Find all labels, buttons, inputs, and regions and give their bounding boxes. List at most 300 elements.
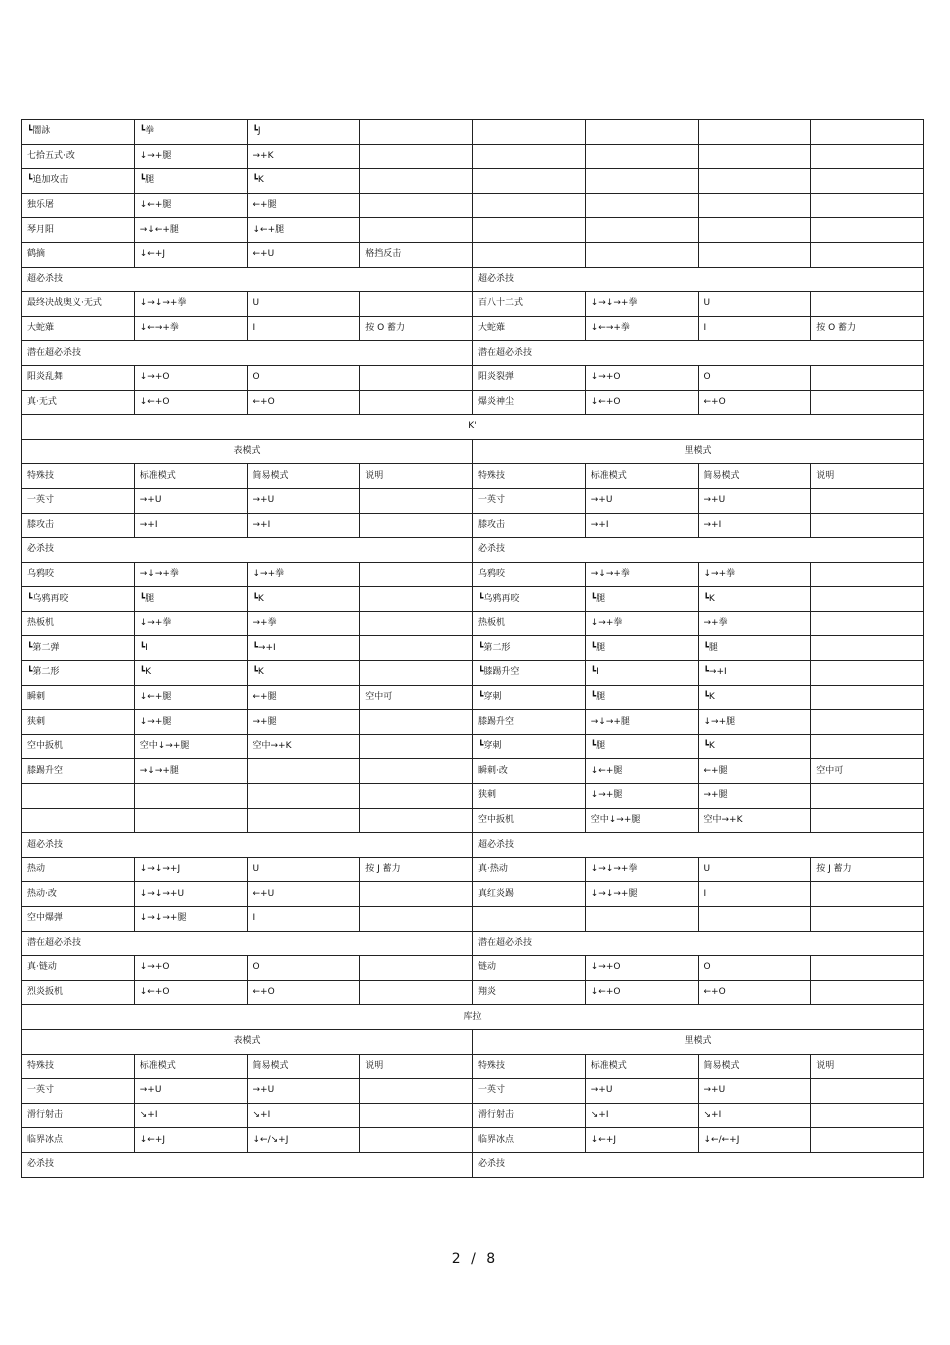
table-cell: 爆炎神尘 <box>473 390 586 415</box>
table-cell: ┗腿 <box>585 636 698 661</box>
table-cell: ↓→↓→+腿 <box>585 882 698 907</box>
table-cell <box>360 661 473 686</box>
table-cell: 特殊技 <box>22 1054 135 1079</box>
table-cell: 空中爆弹 <box>22 907 135 932</box>
table-cell: 一英寸 <box>473 488 586 513</box>
table-cell <box>473 907 586 932</box>
table-row <box>22 931 924 956</box>
table-cell: 必杀技 <box>473 1152 924 1177</box>
table-cell: 大蛇薙 <box>22 316 135 341</box>
table-cell <box>811 513 924 538</box>
table-cell <box>360 784 473 809</box>
table-cell <box>360 759 473 784</box>
table-cell <box>811 1128 924 1153</box>
table-row <box>22 1079 924 1104</box>
table-cell <box>811 390 924 415</box>
table-cell: ┗第二形 <box>473 636 586 661</box>
page-number: 2 / 8 <box>451 1251 499 1267</box>
table-row <box>22 193 924 218</box>
table-cell: 大蛇薙 <box>473 316 586 341</box>
table-cell <box>811 956 924 981</box>
table-cell: ↓→+拳 <box>247 562 360 587</box>
table-cell: 格挡反击 <box>360 242 473 267</box>
table-cell: →+拳 <box>698 611 811 636</box>
table-row <box>22 833 924 858</box>
table-cell: 里模式 <box>473 1029 924 1054</box>
table-cell <box>811 292 924 317</box>
table-cell: 真红炎踢 <box>473 882 586 907</box>
table-cell <box>811 611 924 636</box>
table-cell: 空中扳机 <box>473 808 586 833</box>
table-cell <box>811 907 924 932</box>
table-cell: ←+O <box>247 390 360 415</box>
table-cell: 鹤摘 <box>22 242 135 267</box>
table-cell <box>360 882 473 907</box>
table-cell: 里模式 <box>473 439 924 464</box>
table-cell <box>473 120 586 145</box>
table-cell: 特殊技 <box>473 464 586 489</box>
table-cell: ┗腿 <box>698 636 811 661</box>
table-cell: O <box>698 956 811 981</box>
table-cell: 热板机 <box>22 611 135 636</box>
table-row <box>22 784 924 809</box>
table-cell <box>811 808 924 833</box>
table-cell: ↓←+腿 <box>134 193 247 218</box>
table-cell: ↓←→+拳 <box>134 316 247 341</box>
table-cell <box>811 120 924 145</box>
table-cell: →↓→+腿 <box>585 710 698 735</box>
table-cell <box>811 685 924 710</box>
table-cell: ↓←+腿 <box>585 759 698 784</box>
table-cell: 说明 <box>811 1054 924 1079</box>
table-cell: 潜在超必杀技 <box>22 341 473 366</box>
table-cell: 一英寸 <box>22 1079 135 1104</box>
table-row <box>22 488 924 513</box>
table-cell: ←+U <box>247 882 360 907</box>
table-cell: 临界冰点 <box>473 1128 586 1153</box>
table-cell: ↘+I <box>585 1103 698 1128</box>
table-cell: 特殊技 <box>22 464 135 489</box>
table-row <box>22 415 924 440</box>
table-cell: ┗穿刺 <box>473 734 586 759</box>
table-cell <box>360 193 473 218</box>
table-cell: ↓→↓→+腿 <box>134 907 247 932</box>
table-cell: 真·热动 <box>473 857 586 882</box>
table-row <box>22 857 924 882</box>
table-cell: 膝踢升空 <box>22 759 135 784</box>
table-cell: ↓→↓→+拳 <box>134 292 247 317</box>
table-cell: 独乐屠 <box>22 193 135 218</box>
table-cell: ┗闇詠 <box>22 120 135 145</box>
table-cell: ←+O <box>698 390 811 415</box>
table-row <box>22 685 924 710</box>
table-cell: →↓→+拳 <box>585 562 698 587</box>
table-cell <box>811 242 924 267</box>
table-cell <box>360 734 473 759</box>
table-cell: 标准模式 <box>585 1054 698 1079</box>
table-cell: →↓←+腿 <box>134 218 247 243</box>
table-cell: →+K <box>247 144 360 169</box>
table-cell <box>811 734 924 759</box>
table-row <box>22 120 924 145</box>
table-cell: →↓→+拳 <box>134 562 247 587</box>
table-cell: U <box>698 857 811 882</box>
table-row <box>22 464 924 489</box>
table-row <box>22 316 924 341</box>
table-cell: ┗腿 <box>585 587 698 612</box>
table-row <box>22 636 924 661</box>
table-row <box>22 513 924 538</box>
table-row <box>22 710 924 735</box>
table-cell: 瞬刺 <box>22 685 135 710</box>
table-row <box>22 562 924 587</box>
table-cell <box>360 907 473 932</box>
table-cell: 最终决战奥义·无式 <box>22 292 135 317</box>
table-cell <box>811 488 924 513</box>
table-cell: ↓→↓→+U <box>134 882 247 907</box>
table-cell: ↓←+O <box>585 390 698 415</box>
table-cell: 超必杀技 <box>22 833 473 858</box>
table-cell <box>811 661 924 686</box>
table-cell: ┗→+I <box>247 636 360 661</box>
table-cell: ┗第二形 <box>22 661 135 686</box>
table-cell <box>811 218 924 243</box>
table-cell: ┗腿 <box>134 169 247 194</box>
table-row <box>22 144 924 169</box>
table-cell: 一英寸 <box>473 1079 586 1104</box>
table-cell: 按 O 蓄力 <box>811 316 924 341</box>
table-cell: 潜在超必杀技 <box>473 931 924 956</box>
table-cell <box>473 242 586 267</box>
table-cell: I <box>247 316 360 341</box>
table-cell <box>22 784 135 809</box>
table-row <box>22 980 924 1005</box>
table-cell: I <box>698 316 811 341</box>
table-cell: 库拉 <box>22 1005 924 1030</box>
table-cell <box>473 169 586 194</box>
table-cell: ↘+I <box>134 1103 247 1128</box>
table-cell: 简易模式 <box>247 1054 360 1079</box>
table-cell: 膝攻击 <box>22 513 135 538</box>
table-cell: 滑行射击 <box>22 1103 135 1128</box>
table-cell: 一英寸 <box>22 488 135 513</box>
table-cell: 空中↓→+腿 <box>585 808 698 833</box>
table-cell <box>585 144 698 169</box>
table-cell <box>811 980 924 1005</box>
table-cell: 乌鸦咬 <box>473 562 586 587</box>
table-cell: ┗J <box>247 120 360 145</box>
table-cell: 空中→+K <box>247 734 360 759</box>
table-cell: I <box>247 907 360 932</box>
table-cell: ↓→+拳 <box>585 611 698 636</box>
table-cell <box>585 169 698 194</box>
table-cell: U <box>698 292 811 317</box>
table-row <box>22 882 924 907</box>
table-cell: ↓→+O <box>134 365 247 390</box>
table-cell <box>360 808 473 833</box>
table-cell: ↓→↓→+拳 <box>585 857 698 882</box>
table-cell <box>811 636 924 661</box>
table-cell: 表模式 <box>22 1029 473 1054</box>
table-cell: 真·无式 <box>22 390 135 415</box>
table-cell: ┗K <box>247 169 360 194</box>
table-row <box>22 218 924 243</box>
table-cell: 瞬刺·改 <box>473 759 586 784</box>
table-cell: 狭刺 <box>22 710 135 735</box>
table-cell: ┗K <box>698 734 811 759</box>
table-cell: 按 J 蓄力 <box>360 857 473 882</box>
table-cell: 七拾五式·改 <box>22 144 135 169</box>
table-cell: ↓←+腿 <box>247 218 360 243</box>
table-row <box>22 267 924 292</box>
table-cell: 翔炎 <box>473 980 586 1005</box>
table-cell <box>360 636 473 661</box>
table-cell: 膝攻击 <box>473 513 586 538</box>
table-cell <box>811 169 924 194</box>
table-cell <box>360 169 473 194</box>
table-cell <box>585 120 698 145</box>
table-cell: 必杀技 <box>22 1152 473 1177</box>
table-cell: →↓→+腿 <box>134 759 247 784</box>
table-row <box>22 1103 924 1128</box>
table-cell <box>811 587 924 612</box>
table-cell <box>585 907 698 932</box>
table-cell: ↓←+O <box>134 390 247 415</box>
table-row <box>22 734 924 759</box>
move-list-table <box>21 119 924 1178</box>
table-cell <box>360 710 473 735</box>
table-row <box>22 365 924 390</box>
table-cell <box>473 218 586 243</box>
table-cell <box>698 193 811 218</box>
table-cell: ↓←/←+J <box>698 1128 811 1153</box>
table-cell: ←+O <box>247 980 360 1005</box>
table-cell: →+U <box>247 1079 360 1104</box>
move-list-body <box>22 120 924 1178</box>
table-cell: 表模式 <box>22 439 473 464</box>
table-row <box>22 1152 924 1177</box>
table-cell: →+U <box>698 488 811 513</box>
table-cell <box>360 587 473 612</box>
table-cell: ┗第二弹 <box>22 636 135 661</box>
table-cell: I <box>698 882 811 907</box>
table-cell <box>698 120 811 145</box>
table-cell: 热板机 <box>473 611 586 636</box>
table-cell <box>360 1079 473 1104</box>
table-cell <box>698 169 811 194</box>
table-cell: ↓→+拳 <box>698 562 811 587</box>
table-cell: ┗腿 <box>585 685 698 710</box>
table-cell: →+I <box>698 513 811 538</box>
table-row <box>22 759 924 784</box>
table-cell: ┗K <box>247 587 360 612</box>
table-cell: 烈炎扳机 <box>22 980 135 1005</box>
table-cell: ┗I <box>585 661 698 686</box>
table-row <box>22 611 924 636</box>
table-cell: U <box>247 857 360 882</box>
table-cell: →+U <box>134 488 247 513</box>
table-cell <box>698 242 811 267</box>
table-cell <box>360 144 473 169</box>
table-cell: ↓←+腿 <box>134 685 247 710</box>
table-cell: ┗膝踢升空 <box>473 661 586 686</box>
table-cell: ┗腿 <box>134 587 247 612</box>
table-row <box>22 1005 924 1030</box>
table-cell: ↓←+O <box>134 980 247 1005</box>
table-cell: 琴月阳 <box>22 218 135 243</box>
table-cell <box>811 1103 924 1128</box>
table-row <box>22 661 924 686</box>
table-cell: 阳炎裂弹 <box>473 365 586 390</box>
table-cell <box>473 144 586 169</box>
table-cell: →+U <box>698 1079 811 1104</box>
table-cell <box>360 956 473 981</box>
table-cell: K' <box>22 415 924 440</box>
table-cell: 阳炎乱舞 <box>22 365 135 390</box>
table-cell <box>473 193 586 218</box>
table-cell <box>811 562 924 587</box>
table-cell: ↓→+腿 <box>585 784 698 809</box>
table-row <box>22 1029 924 1054</box>
table-cell: →+U <box>585 488 698 513</box>
table-cell <box>360 365 473 390</box>
table-cell: 简易模式 <box>698 1054 811 1079</box>
table-cell: 必杀技 <box>473 538 924 563</box>
table-cell: ↓→+腿 <box>698 710 811 735</box>
table-cell <box>247 759 360 784</box>
table-cell <box>811 1079 924 1104</box>
table-cell: O <box>698 365 811 390</box>
table-cell: 超必杀技 <box>473 833 924 858</box>
table-cell: ←+腿 <box>698 759 811 784</box>
table-cell: 超必杀技 <box>473 267 924 292</box>
table-cell: U <box>247 292 360 317</box>
table-cell: 真·链动 <box>22 956 135 981</box>
table-cell: 百八十二式 <box>473 292 586 317</box>
table-cell: ↘+I <box>698 1103 811 1128</box>
table-cell: ↓←+J <box>134 242 247 267</box>
table-cell: ↓→+O <box>134 956 247 981</box>
table-cell: ↓→+拳 <box>134 611 247 636</box>
table-cell: O <box>247 956 360 981</box>
table-cell: ←+腿 <box>247 685 360 710</box>
table-cell: 简易模式 <box>247 464 360 489</box>
table-cell: 空中扳机 <box>22 734 135 759</box>
table-row <box>22 538 924 563</box>
table-cell <box>360 488 473 513</box>
table-cell: 潜在超必杀技 <box>22 931 473 956</box>
table-row <box>22 242 924 267</box>
table-cell: ┗追加攻击 <box>22 169 135 194</box>
table-cell: 空中→+K <box>698 808 811 833</box>
table-cell: ↓←/↘+J <box>247 1128 360 1153</box>
table-cell: →+I <box>585 513 698 538</box>
table-cell: →+腿 <box>247 710 360 735</box>
table-cell: 链动 <box>473 956 586 981</box>
table-row <box>22 341 924 366</box>
table-row <box>22 907 924 932</box>
table-cell: ↓→↓→+J <box>134 857 247 882</box>
table-cell <box>134 808 247 833</box>
table-cell: ↓←+J <box>134 1128 247 1153</box>
table-cell: ┗腿 <box>585 734 698 759</box>
table-cell: ┗乌鸦再咬 <box>473 587 586 612</box>
table-cell: 必杀技 <box>22 538 473 563</box>
table-cell: →+U <box>585 1079 698 1104</box>
table-cell <box>811 193 924 218</box>
table-cell: ↓→↓→+拳 <box>585 292 698 317</box>
table-cell: →+腿 <box>698 784 811 809</box>
table-cell: 滑行射击 <box>473 1103 586 1128</box>
table-cell <box>360 611 473 636</box>
table-cell: 空中↓→+腿 <box>134 734 247 759</box>
table-cell <box>698 218 811 243</box>
table-cell: →+I <box>247 513 360 538</box>
table-cell: ↓→+O <box>585 365 698 390</box>
table-cell: ↓→+O <box>585 956 698 981</box>
table-cell: 空中可 <box>811 759 924 784</box>
table-cell: 说明 <box>360 464 473 489</box>
table-cell: ↓→+腿 <box>134 144 247 169</box>
table-row <box>22 292 924 317</box>
table-row <box>22 587 924 612</box>
table-cell: ←+O <box>698 980 811 1005</box>
table-cell: →+I <box>134 513 247 538</box>
table-cell: O <box>247 365 360 390</box>
table-cell <box>22 808 135 833</box>
table-cell <box>360 980 473 1005</box>
table-cell: 临界冰点 <box>22 1128 135 1153</box>
table-cell <box>360 562 473 587</box>
table-cell: 空中可 <box>360 685 473 710</box>
table-cell: ↘+I <box>247 1103 360 1128</box>
table-cell: 标准模式 <box>134 464 247 489</box>
table-cell <box>811 365 924 390</box>
table-row <box>22 439 924 464</box>
table-cell <box>360 1128 473 1153</box>
table-row <box>22 1054 924 1079</box>
table-cell: ┗K <box>247 661 360 686</box>
table-cell: 潜在超必杀技 <box>473 341 924 366</box>
table-cell: ↓←+O <box>585 980 698 1005</box>
table-cell: ┗K <box>134 661 247 686</box>
table-cell: 说明 <box>811 464 924 489</box>
table-cell <box>360 292 473 317</box>
table-cell: ┗K <box>698 587 811 612</box>
table-cell: ←+U <box>247 242 360 267</box>
table-cell: ←+腿 <box>247 193 360 218</box>
table-row <box>22 1128 924 1153</box>
table-cell: ↓→+腿 <box>134 710 247 735</box>
table-cell <box>585 218 698 243</box>
table-cell: ┗K <box>698 685 811 710</box>
table-cell: 简易模式 <box>698 464 811 489</box>
table-cell <box>360 390 473 415</box>
table-cell: 乌鸦咬 <box>22 562 135 587</box>
table-cell <box>811 784 924 809</box>
table-cell: ┗I <box>134 636 247 661</box>
table-row <box>22 169 924 194</box>
table-cell <box>360 120 473 145</box>
table-cell <box>698 907 811 932</box>
table-cell <box>811 882 924 907</box>
table-cell: ┗→+I <box>698 661 811 686</box>
table-cell <box>134 784 247 809</box>
table-cell <box>247 784 360 809</box>
table-cell <box>360 1103 473 1128</box>
table-cell: 超必杀技 <box>22 267 473 292</box>
table-row <box>22 808 924 833</box>
